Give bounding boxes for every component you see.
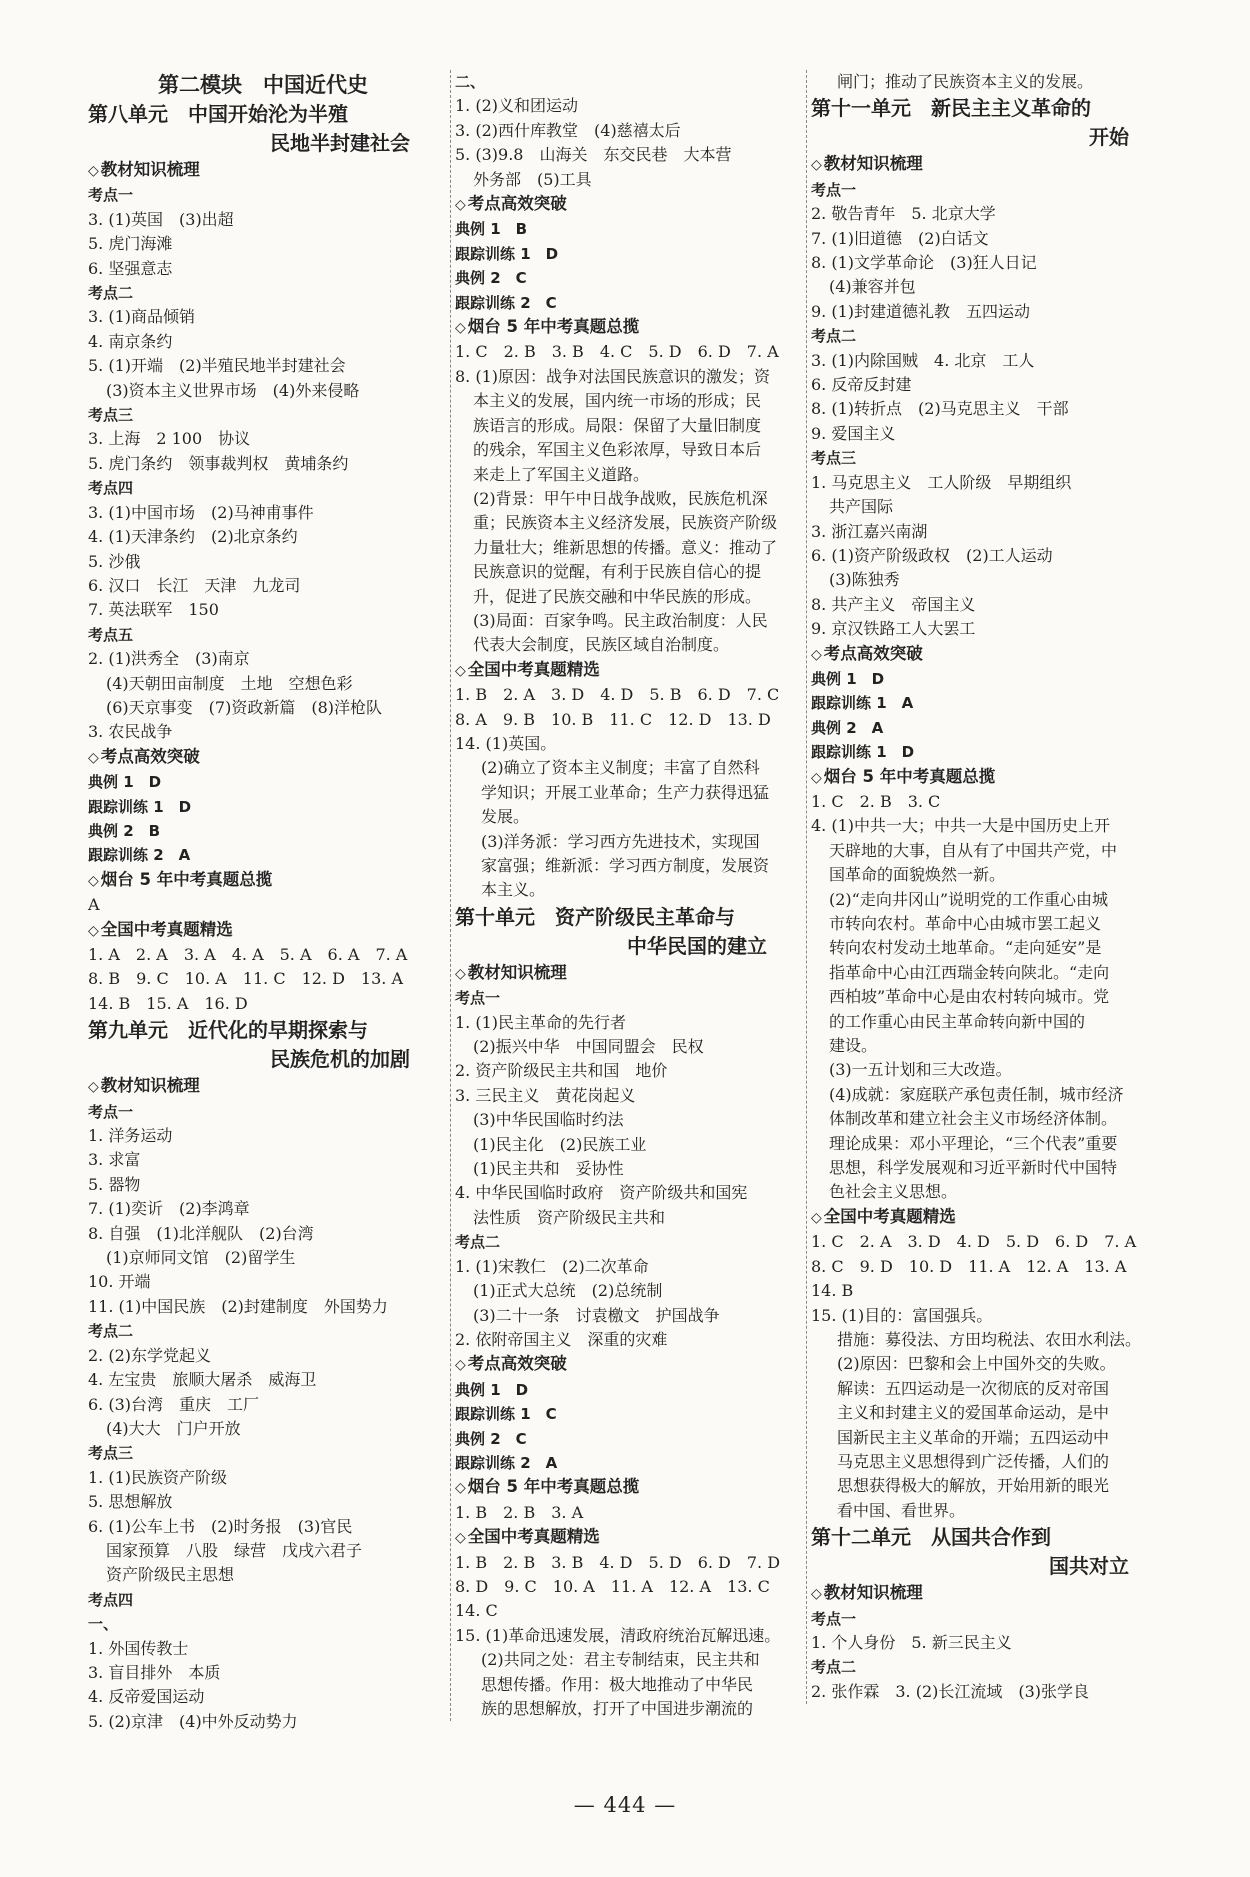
answer-line-indented: 力量壮大；维新思想的传播。意义：推动了 [473,537,778,557]
example-answer: 典例 2 C [455,269,527,288]
answer-line-indented: 的残余，军国主义色彩浓厚，导致日本后 [473,440,762,460]
answer-line-indented: 法性质 资产阶级民主共和 [473,1207,666,1227]
answer-line-indented: 本主义的发展，国内统一市场的形成；民 [473,391,762,411]
unit-title-line1: 第九单元 近代化的早期探索与 [88,1018,368,1043]
unit-title [811,94,1157,152]
answer-line-indented: 思想传播。作用：极大地推动了中华民 [481,1674,754,1694]
answer-line: 1. 外国传教士 [88,1638,189,1658]
answer-line-indented: 思想获得极大的解放，开始用新的眼光 [837,1476,1110,1496]
kaodian-label: 考点一 [811,180,857,199]
answer-line: 6. 汉口 长江 天津 九龙司 [88,575,301,595]
section-heading: ◇ 教材知识梳理 [811,1581,1157,1606]
unit-title [455,903,795,961]
answer-line: 1. A 2. A 3. A 4. A 5. A 6. A 7. A [88,945,408,964]
answer-line: 5. (1)开端 (2)半殖民地半封建社会 [88,356,346,376]
answer-line: A [88,895,100,915]
section-heading: ◇ 教材知识梳理 [455,961,795,986]
section-heading: ◇ 全国中考真题精选 [811,1205,1157,1230]
answer-line: 1. B 2. B 3. B 4. D 5. D 6. D 7. D [455,1552,781,1572]
answer-line: 4. 中华民国临时政府 资产阶级共和国宪 [455,1183,748,1203]
answer-line: 1. C 2. B 3. C [811,791,941,811]
answer-line-indented: (2)背景：甲午中日战争战败，民族危机深 [473,488,768,508]
answer-line-indented: (2)振兴中华 中国同盟会 民权 [473,1037,704,1057]
unit-title-line1: 第十二单元 从国共合作到 [811,1525,1051,1550]
kaodian-label: 考点四 [88,479,134,498]
answer-line: 1. 个人身份 5. 新三民主义 [811,1632,1012,1652]
example-answer: 典例 1 D [811,669,885,688]
answer-line-indented: (1)民主化 (2)民族工业 [473,1134,647,1154]
answer-line: 8. 自强 (1)北洋舰队 (2)台湾 [88,1223,314,1243]
unit-title-line1: 第十一单元 新民主主义革命的 [811,96,1091,121]
kaodian-label: 考点三 [811,449,857,468]
column-left [88,70,438,1734]
answer-line-indented: (3)陈独秀 [829,570,900,590]
answer-line: 1. 马克思主义 工人阶级 早期组织 [811,472,1072,492]
answer-line-indented: (3)洋务派：学习西方先进技术，实现国 [481,831,760,851]
section-heading: ◇ 全国中考真题精选 [88,918,438,943]
section-heading: ◇ 教材知识梳理 [88,1074,438,1099]
kaodian-label: 考点二 [811,1658,857,1677]
answer-line: 14. B 15. A 16. D [88,993,248,1013]
answer-line-indented: 主义和封建主义的爱国革命运动，是中 [837,1403,1110,1423]
answer-line: 14. (1)英国。 [455,733,557,753]
kaodian-label: 考点一 [88,1102,134,1121]
unit-title-line1: 第八单元 中国开始沦为半殖 [88,102,348,126]
answer-line-indented: 国家预算 八股 绿营 戊戌六君子 [106,1540,363,1560]
kaodian-label: 二、 [455,73,486,91]
answer-line-indented: 解读：五四运动是一次彻底的反对帝国 [837,1378,1110,1398]
answer-line-indented: (1)正式大总统 (2)总统制 [473,1281,663,1301]
answer-line-indented: (3)资本主义世界市场 (4)外来侵略 [106,380,360,400]
answer-line-indented: 族的思想解放，打开了中国进步潮流的 [481,1699,754,1718]
section-heading: ◇ 烟台 5 年中考真题总揽 [811,765,1157,790]
example-answer: 跟踪训练 1 C [455,1405,557,1424]
answer-line: 3. (1)英国 (3)出超 [88,209,234,229]
unit-title [88,1016,438,1074]
kaodian-label: 一、 [88,1615,119,1634]
section-heading: ◇ 教材知识梳理 [811,152,1157,177]
answer-line: 15. (1)目的：富国强兵。 [811,1305,993,1325]
answer-line: 6. 反帝反封建 [811,375,912,395]
kaodian-label: 考点二 [88,284,134,303]
answer-line: 6. (1)资产阶级政权 (2)工人运动 [811,545,1053,565]
answer-line-indented: 西柏坡”革命中心是由农村转向城市。党 [829,987,1110,1007]
section-heading: ◇ 考点高效突破 [88,745,438,770]
example-answer: 跟踪训练 2 A [455,1453,558,1472]
answer-line-indented: (4)大大 门户开放 [106,1418,241,1438]
answer-line-indented: (1)京师同文馆 (2)留学生 [106,1248,296,1268]
answer-line-indented: 转向农村发动土地革命。“走向延安”是 [829,938,1102,958]
section-heading: ◇ 全国中考真题精选 [455,658,795,683]
kaodian-label: 考点二 [88,1322,134,1341]
unit-title-line2: 开始 [1089,125,1129,150]
answer-line: 4. 反帝爱国运动 [88,1687,205,1707]
answer-line: 3. (1)中国市场 (2)马神甫事件 [88,502,314,522]
answer-line: 8. C 9. D 10. D 11. A 12. A 13. A [811,1256,1127,1276]
example-answer: 典例 2 A [811,718,884,737]
answer-line: 8. 共产主义 帝国主义 [811,594,976,614]
answer-line-indented: (4)兼容并包 [829,277,916,297]
answer-line: 5. (3)9.8 山海关 东交民巷 大本营 [455,145,732,165]
answer-line: 7. (1)奕䜣 (2)李鸿章 [88,1199,250,1219]
answer-line: 2. (2)东学党起义 [88,1345,212,1365]
answer-line: 9. (1)封建道德礼教 五四运动 [811,301,1031,321]
answer-line-indented: (2)确立了资本主义制度；丰富了自然科 [481,758,760,778]
answer-line: 3. 盲目排外 本质 [88,1662,221,1682]
example-answer: 典例 1 D [455,1380,529,1399]
section-heading: ◇ 考点高效突破 [455,1352,795,1377]
answer-line-indented: 民族意识的觉醒，有利于民族自信心的提 [473,562,762,582]
example-answer: 典例 1 D [88,773,162,792]
example-answer: 跟踪训练 2 C [455,293,557,312]
answer-line-indented: 马克思主义思想得到广泛传播，人们的 [837,1451,1110,1471]
answer-line-indented: 国革命的面貌焕然一新。 [829,865,1006,885]
answer-line: 14. B [811,1281,854,1301]
answer-line-indented: 建设。 [829,1036,878,1056]
answer-line-indented: 措施：募役法、方田均税法、农田水利法。 [837,1329,1142,1349]
kaodian-label: 考点四 [88,1590,134,1609]
answer-line: 1. C 2. A 3. D 4. D 5. D 6. D 7. A [811,1232,1137,1252]
answer-line-indented: 思想，科学发展观和习近平新时代中国特 [829,1158,1118,1178]
answer-line: 3. 上海 2 100 协议 [88,429,251,449]
section-heading: ◇ 全国中考真题精选 [455,1525,795,1550]
module-title: 第二模块 中国近代史 [158,73,368,97]
answer-line: 2. 资产阶级民主共和国 地价 [455,1061,668,1081]
answer-line: 1. (2)义和团运动 [455,96,579,116]
answer-line: 2. 张作霖 3. (2)长江流域 (3)张学良 [811,1681,1090,1701]
answer-line-indented: 理论成果：邓小平理论，“三个代表”重要 [829,1133,1118,1153]
answer-line: 2. 依附帝国主义 深重的灾难 [455,1329,668,1349]
answer-line: 5. 虎门条约 领事裁判权 黄埔条约 [88,453,349,473]
kaodian-label: 考点三 [88,1444,134,1463]
page-number: — 444 — [573,1793,677,1817]
answer-line-indented: (4)成就：家庭联产承包责任制，城市经济 [829,1084,1124,1104]
answer-line-indented: 的工作重心由民主革命转向新中国的 [829,1011,1086,1031]
kaodian-label: 考点五 [88,625,134,644]
answer-line: 6. (1)公车上书 (2)时务报 (3)官民 [88,1516,353,1536]
answer-line: 1. (1)民主革命的先行者 [455,1012,627,1032]
answer-line: 3. 求富 [88,1150,141,1170]
answer-line-indented: 来走上了军国主义道路。 [473,464,650,484]
answer-line: 7. 英法联军 150 [88,600,219,620]
answer-line-indented: 色社会主义思想。 [829,1182,958,1202]
answer-line-indented: 家富强；维新派：学习西方制度，发展资 [481,856,770,875]
example-answer: 典例 2 B [88,821,161,840]
answer-line-indented: 本主义。 [481,880,546,900]
answer-line-indented: (6)天京事变 (7)资政新篇 (8)洋枪队 [106,697,382,717]
section-heading: ◇ 考点高效突破 [811,642,1157,667]
answer-line: 1. B 2. B 3. A [455,1502,584,1522]
example-answer: 典例 1 B [455,220,528,239]
answer-line: 5. 沙俄 [88,551,141,571]
answer-line-indented: 学知识；开展工业革命；生产力获得迅猛 [481,782,770,802]
answer-line-indented: (1)民主共和 妥协性 [473,1159,624,1179]
example-answer: 跟踪训练 1 D [455,244,559,263]
answer-line-indented: 升，促进了民族交融和中华民族的形成。 [473,586,762,606]
answer-line: 4. (1)天津条约 (2)北京条约 [88,527,298,547]
answer-line-indented: 体制改革和建立社会主义市场经济体制。 [829,1109,1118,1129]
section-heading: ◇ 烟台 5 年中考真题总揽 [455,315,795,340]
answer-line: 6. 坚强意志 [88,258,173,278]
answer-line: 14. C [455,1601,498,1621]
answer-line: 1. C 2. B 3. B 4. C 5. D 6. D 7. A [455,342,779,362]
answer-line-indented: 外务部 (5)工具 [473,169,592,189]
answer-line-indented: 市转向农村。革命中心由城市罢工起义 [829,914,1102,933]
section-heading: ◇ 教材知识梳理 [88,158,438,183]
answer-line: 1. B 2. A 3. D 4. D 5. B 6. D 7. C [455,685,780,705]
answer-line-indented: 看中国、看世界。 [837,1500,966,1520]
answer-line: 3. 浙江嘉兴南湖 [811,521,928,541]
unit-title [811,1523,1157,1581]
answer-line-indented: 代表大会制度，民族区域自治制度。 [473,635,730,655]
example-answer: 跟踪训练 1 D [811,743,915,762]
kaodian-label: 考点三 [88,406,134,425]
answer-line: 1. 洋务运动 [88,1126,173,1146]
kaodian-label: 考点一 [811,1609,857,1628]
answer-line-indented: (2)共同之处：君主专制结束，民主共和 [481,1650,760,1670]
answer-line: 1. (1)宋教仁 (2)二次革命 [455,1256,649,1276]
unit-title-line1: 第十单元 资产阶级民主革命与 [455,904,735,929]
answer-line: 5. 思想解放 [88,1492,173,1512]
answer-line: 8. B 9. C 10. A 11. C 12. D 13. A [88,969,404,989]
column-right [806,70,1157,1704]
answer-page [88,70,1168,1770]
answer-line: 10. 开端 [88,1272,151,1292]
section-heading: ◇ 烟台 5 年中考真题总揽 [88,868,438,893]
answer-line-indented: 重；民族资本主义经济发展，民族资产阶级 [473,513,778,533]
unit-title [88,100,438,158]
answer-line-indented: (2)原因：巴黎和会上中国外交的失败。 [837,1354,1116,1374]
answer-line: 6. (3)台湾 重庆 工厂 [88,1394,260,1414]
answer-line: 11. (1)中国民族 (2)封建制度 外国势力 [88,1296,388,1316]
answer-line-indented: 指革命中心由江西瑞金转向陕北。“走向 [829,962,1110,982]
example-answer: 跟踪训练 1 A [811,694,914,713]
example-answer: 典例 2 C [455,1429,527,1448]
unit-title-line2: 民地半封建社会 [270,131,410,155]
kaodian-label: 考点一 [88,186,134,205]
section-heading: ◇ 烟台 5 年中考真题总揽 [455,1475,795,1500]
column-middle [450,70,795,1721]
answer-line: 5. 器物 [88,1174,141,1194]
answer-line: 5. (2)京津 (4)中外反动势力 [88,1711,298,1731]
example-answer: 跟踪训练 1 D [88,797,192,816]
answer-line: 8. A 9. B 10. B 11. C 12. D 13. D [455,709,771,729]
answer-line: 3. (2)西什库教堂 (4)慈禧太后 [455,120,681,140]
answer-line-indented: (3)中华民国临时约法 [473,1110,624,1130]
answer-line: 4. 左宝贵 旅顺大屠杀 威海卫 [88,1370,317,1390]
answer-line: 3. (1)商品倾销 [88,307,196,327]
kaodian-label: 考点二 [455,1233,501,1252]
answer-line-indented: 闸门；推动了民族资本主义的发展。 [837,72,1094,91]
answer-line: 3. 农民战争 [88,722,173,742]
answer-line: 8. (1)转折点 (2)马克思主义 干部 [811,399,1069,419]
answer-line: 8. D 9. C 10. A 11. A 12. A 13. C [455,1576,770,1596]
example-answer: 跟踪训练 2 A [88,846,191,865]
answer-line: 3. 三民主义 黄花岗起义 [455,1085,636,1105]
answer-line-indented: 国新民主主义革命的开端；五四运动中 [837,1427,1110,1447]
answer-line: 15. (1)革命迅速发展，清政府统治瓦解迅速。 [455,1625,781,1645]
answer-line: 7. (1)旧道德 (2)白话文 [811,228,989,248]
kaodian-label: 考点一 [455,989,501,1008]
unit-title-line2: 中华民国的建立 [627,933,767,958]
answer-line: 3. (1)内除国贼 4. 北京 工人 [811,350,1035,370]
answer-line: 9. 京汉铁路工人大罢工 [811,619,976,639]
answer-line-indented: 发展。 [481,807,530,827]
answer-line: 2. 敬告青年 5. 北京大学 [811,204,996,224]
unit-title-line2: 民族危机的加剧 [270,1047,410,1072]
answer-line-indented: 天辟地的大事，自从有了中国共产党，中 [829,840,1118,860]
answer-line-indented: 共产国际 [829,497,894,517]
answer-line: 8. (1)文学革命论 (3)狂人日记 [811,253,1037,273]
answer-line: 2. (1)洪秀全 (3)南京 [88,649,250,669]
answer-line: 8. (1)原因：战争对法国民族意识的激发；资 [455,366,771,386]
answer-line: 1. (1)民族资产阶级 [88,1467,228,1487]
answer-line-indented: (3)一五计划和三大改造。 [829,1060,1012,1080]
answer-line: 4. 南京条约 [88,331,173,351]
answer-line-indented: (4)天朝田亩制度 土地 空想色彩 [106,673,353,693]
answer-line: 4. (1)中共一大；中共一大是中国历史上开 [811,816,1111,836]
answer-line-indented: (2)“走向井冈山”说明党的工作重心由城 [829,889,1109,909]
answer-line-indented: (3)二十一条 讨袁檄文 护国战争 [473,1305,720,1325]
section-heading: ◇ 考点高效突破 [455,192,795,217]
answer-line-indented: 族语言的形成。局限：保留了大量旧制度 [473,415,762,435]
answer-line-indented: 资产阶级民主思想 [106,1565,235,1585]
answer-line: 9. 爱国主义 [811,423,896,443]
answer-line-indented: (3)局面：百家争鸣。民主政治制度：人民 [473,610,768,630]
unit-title-line2: 国共对立 [1049,1554,1129,1579]
answer-line: 5. 虎门海滩 [88,234,173,254]
kaodian-label: 考点二 [811,327,857,346]
